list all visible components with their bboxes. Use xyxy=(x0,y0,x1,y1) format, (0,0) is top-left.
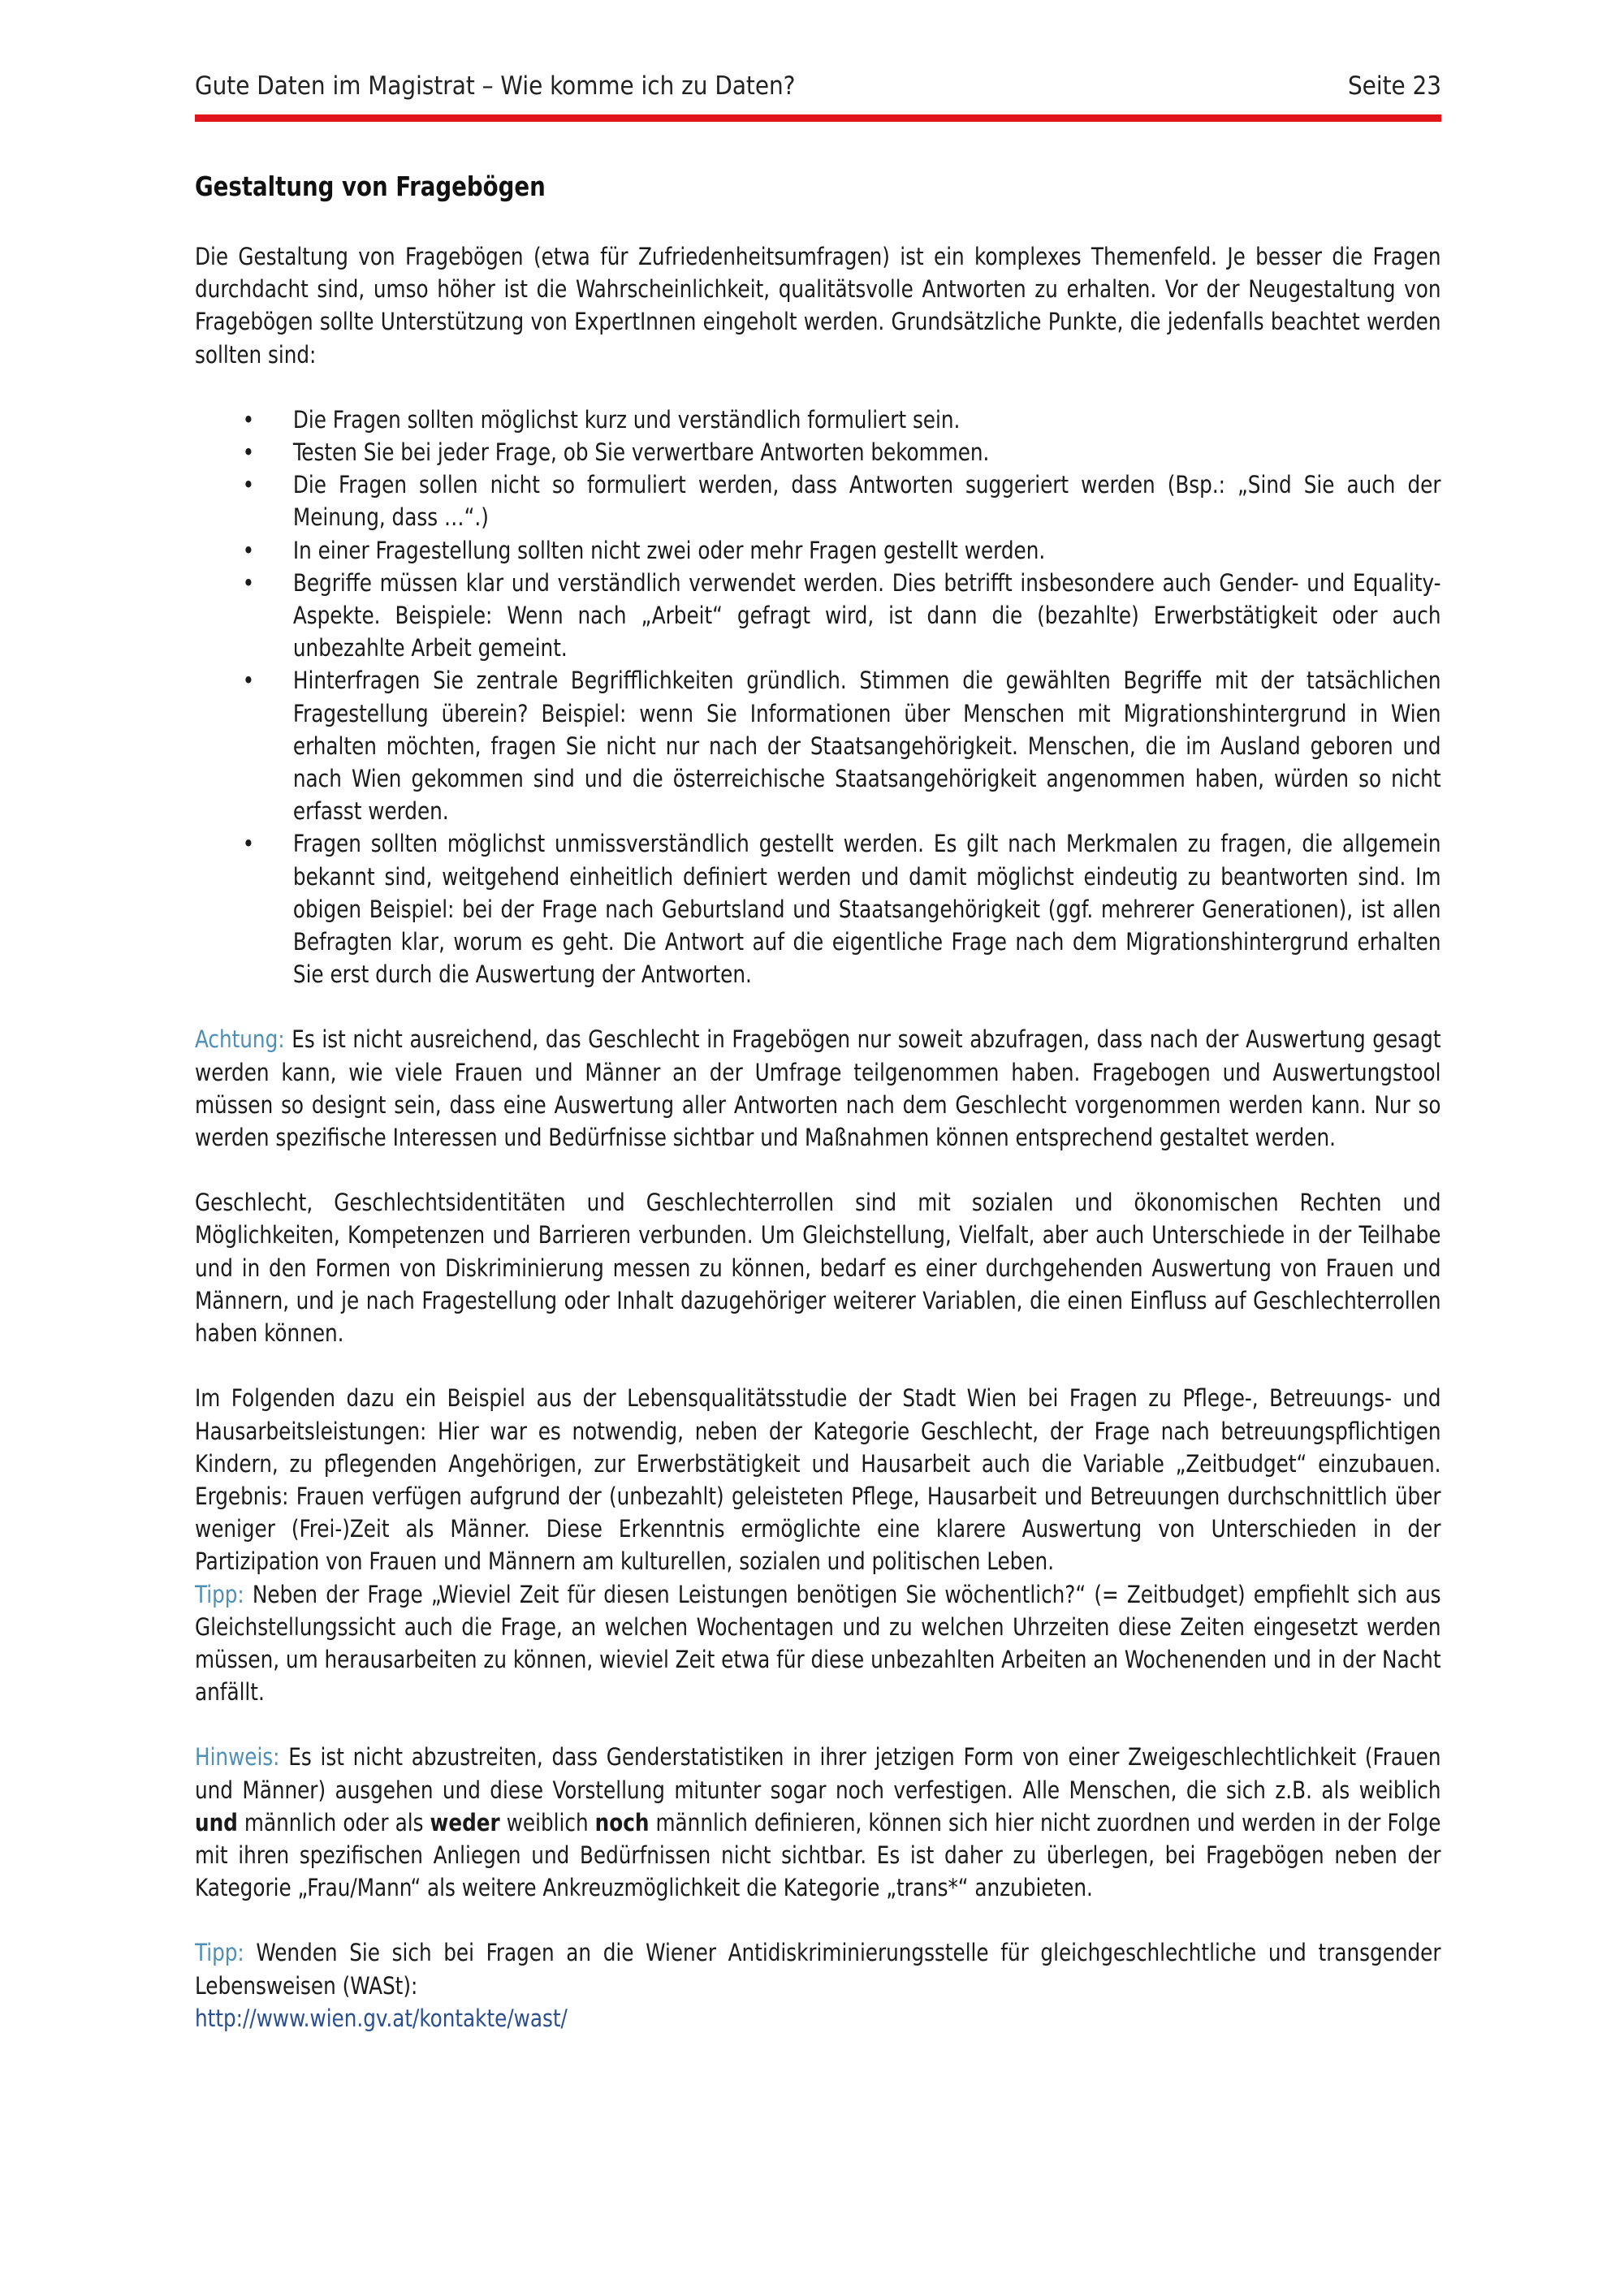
bullet-icon: • xyxy=(242,438,255,467)
bullet-icon: • xyxy=(242,667,255,695)
achtung-label: Achtung: xyxy=(195,1025,285,1054)
tipp-wast-paragraph xyxy=(195,1936,1441,2035)
hinweis-bold-weder: weder xyxy=(430,1808,500,1836)
list-item xyxy=(195,534,1441,567)
hinweis-paragraph xyxy=(195,1741,1441,1904)
hinweis-label: Hinweis: xyxy=(195,1743,280,1772)
example-paragraph: Im Folgenden dazu ein Beispiel aus der Lebensqualitätsstudie der Stadt Wien bei Fragen zu Pflege-, Betreuungs- und Hausarbeitsleistungen: Hier war es notwendig, neben der Kategorie Geschlecht, der Frage nach betreuungspflichtigen Kindern, zu pflegenden Angehörigen, zur Erwerbstätigkeit und Hausarbeit auch die Variable „Zeitbudget“ einzubauen. Ergebnis: Frauen verfügen aufgrund der (unbezahlt) geleisteten Pflege, Hausarbeit und Betreuungen durchschnittlich über weniger (Frei-)Zeit als Männer. Diese Erkenntnis ermöglichte eine klarere Auswertung von Unterschieden in der Partizipation von Frauen und Männern am kulturellen, sozialen und politischen Leben. xyxy=(195,1384,1441,1576)
bullet-list xyxy=(195,404,1441,991)
list-item-text: Die Fragen sollen nicht so formuliert werden, dass Antworten suggeriert werden (Bsp.: „Sind Sie auch der Meinung, dass …“.) xyxy=(292,471,1441,532)
hinweis-bold-noch: noch xyxy=(594,1808,650,1836)
header-divider xyxy=(195,114,1441,122)
section-title: Gestaltung von Fragebögen xyxy=(195,170,546,202)
intro-paragraph: Die Gestaltung von Fragebögen (etwa für Zufriedenheitsumfragen) ist ein komplexes Themenfeld. Je besser die Fragen durchdacht sind, umso höher ist die Wahrscheinlichkeit, qualitätsvolle Antworten zu erhalten. Vor der Neugestaltung von Fragebögen sollte Unterstützung von ExpertInnen eingeholt werden. Grundsätzliche Punkte, die jedenfalls beachtet werden sollten sind: xyxy=(195,243,1441,369)
hinweis-text-4: männlich definieren, können sich hier nicht zuordnen und werden in der Folge mit ihren spezifischen Anliegen und Bedürfnissen nicht sichtbar. Es ist daher zu überlegen, bei Fragebögen neben der Kategorie „Frau/Mann“ als weitere Ankreuzmöglichkeit die Kategorie „trans*“ anzubieten. xyxy=(195,1808,1441,1902)
list-item-text: Fragen sollten möglichst unmissverständlich gestellt werden. Es gilt nach Merkmalen zu fragen, die allgemein bekannt sind, weitgehend einheitlich definiert werden und damit möglichst eindeutig zu beantworten sind. Im obigen Beispiel: bei der Frage nach Geburtsland und Staatsangehörigkeit (ggf. mehrerer Generationen), ist allen Befragten klar, worum es geht. Die Antwort auf die eigentliche Frage nach dem Migrationshintergrund erhalten Sie erst durch die Auswertung der Antworten. xyxy=(292,830,1441,989)
list-item xyxy=(195,404,1441,436)
page-header xyxy=(195,67,1441,106)
tipp-label: Tipp: xyxy=(195,1580,244,1608)
tipp-text: Neben der Frage „Wieviel Zeit für diesen Leistungen benötigen Sie wöchentlich?“ (= Zeitbudget) empfiehlt sich aus Gleichstellungssicht auch die Frage, an welchen Wochentagen und zu welchen Uhrzeiten diese Zeiten eingesetzt werden müssen, um herausarbeiten zu können, wieviel Zeit etwa für diese unbezahlten Arbeiten an Wochenenden und in der Nacht anfällt. xyxy=(195,1580,1441,1707)
list-item xyxy=(195,436,1441,468)
gender-paragraph: Geschlecht, Geschlechtsidentitäten und Geschlechterrollen sind mit sozialen und ökonomischen Rechten und Möglichkeiten, Kompetenzen und Barrieren verbunden. Um Gleichstellung, Vielfalt, aber auch Unterschiede in der Teilhabe und in den Formen von Diskriminierung messen zu können, bedarf es einer durchgehenden Auswertung von Frauen und Männern, und je nach Fragestellung oder Inhalt dazugehöriger weiterer Variablen, die einen Einfluss auf Geschlechterrollen haben können. xyxy=(195,1189,1441,1348)
list-item xyxy=(195,567,1441,665)
tipp-paragraph xyxy=(195,1578,1441,1709)
hinweis-text-2: männlich oder als xyxy=(237,1808,430,1836)
hinweis-text-3: weiblich xyxy=(499,1808,595,1836)
bullet-icon: • xyxy=(242,536,255,564)
tipp-wast-label: Tipp: xyxy=(195,1939,244,1967)
page-content xyxy=(195,166,1441,2035)
hinweis-text-1: Es ist nicht abzustreiten, dass Genderstatistiken in ihrer jetzigen Form von einer Zweigeschlechtlichkeit (Frauen und Männer) ausgehen und diese Vorstellung mitunter sogar noch verfestigen. Alle Menschen, die sich z.B. als weiblich xyxy=(195,1743,1441,1804)
list-item-text: Hinterfragen Sie zentrale Begrifflichkeiten gründlich. Stimmen die gewählten Begriffe mit der tatsächlichen Fragestellung überein? Beispiel: wenn Sie Informationen über Menschen mit Migrationshintergrund in Wien erhalten möchten, fragen Sie nicht nur nach der Staatsangehörigkeit. Menschen, die im Ausland geboren und nach Wien gekommen sind und die österreichische Staatsangehörigkeit angenommen haben, würden so nicht erfasst werden. xyxy=(292,667,1441,826)
list-item-text: Testen Sie bei jeder Frage, ob Sie verwertbare Antworten bekommen. xyxy=(292,438,990,467)
list-item-text: Begriffe müssen klar und verständlich verwendet werden. Dies betrifft insbesondere auch Gender- und Equality-Aspekte. Beispiele: Wenn nach „Arbeit“ gefragt wird, ist dann die (bezahlte) Erwerbstätigkeit oder auch unbezahlte Arbeit gemeint. xyxy=(292,568,1441,662)
bullet-icon: • xyxy=(242,405,255,434)
list-item-text: Die Fragen sollten möglichst kurz und verständlich formuliert sein. xyxy=(292,405,961,434)
hinweis-bold-und: und xyxy=(195,1808,238,1836)
bullet-icon: • xyxy=(242,471,255,499)
tipp-wast-text: Wenden Sie sich bei Fragen an die Wiener Antidiskriminierungsstelle für gleichgeschlechtliche und transgender Lebensweisen (WASt): xyxy=(195,1939,1441,2000)
wast-link[interactable]: http://www.wien.gv.at/kontakte/wast/ xyxy=(195,2004,568,2032)
bullet-icon: • xyxy=(242,830,255,858)
achtung-paragraph xyxy=(195,1023,1441,1154)
document-title: Gute Daten im Magistrat – Wie komme ich zu Daten? xyxy=(195,71,796,101)
list-item xyxy=(195,664,1441,827)
document-page xyxy=(195,0,1441,2296)
list-item xyxy=(195,827,1441,990)
achtung-text: Es ist nicht ausreichend, das Geschlecht in Fragebögen nur soweit abzufragen, dass nach der Auswertung gesagt werden kann, wie viele Frauen und Männer an der Umfrage teilgenommen haben. Fragebogen und Auswertungstool müssen so designt sein, dass eine Auswertung aller Antworten nach dem Geschlecht vorgenommen werden kann. Nur so werden spezifische Interessen und Bedürfnisse sichtbar und Maßnahmen können entsprechend gestaltet werden. xyxy=(195,1025,1441,1152)
list-item-text: In einer Fragestellung sollten nicht zwei oder mehr Fragen gestellt werden. xyxy=(292,536,1046,564)
page-number: Seite 23 xyxy=(1347,71,1441,101)
list-item xyxy=(195,468,1441,533)
bullet-icon: • xyxy=(242,568,255,597)
